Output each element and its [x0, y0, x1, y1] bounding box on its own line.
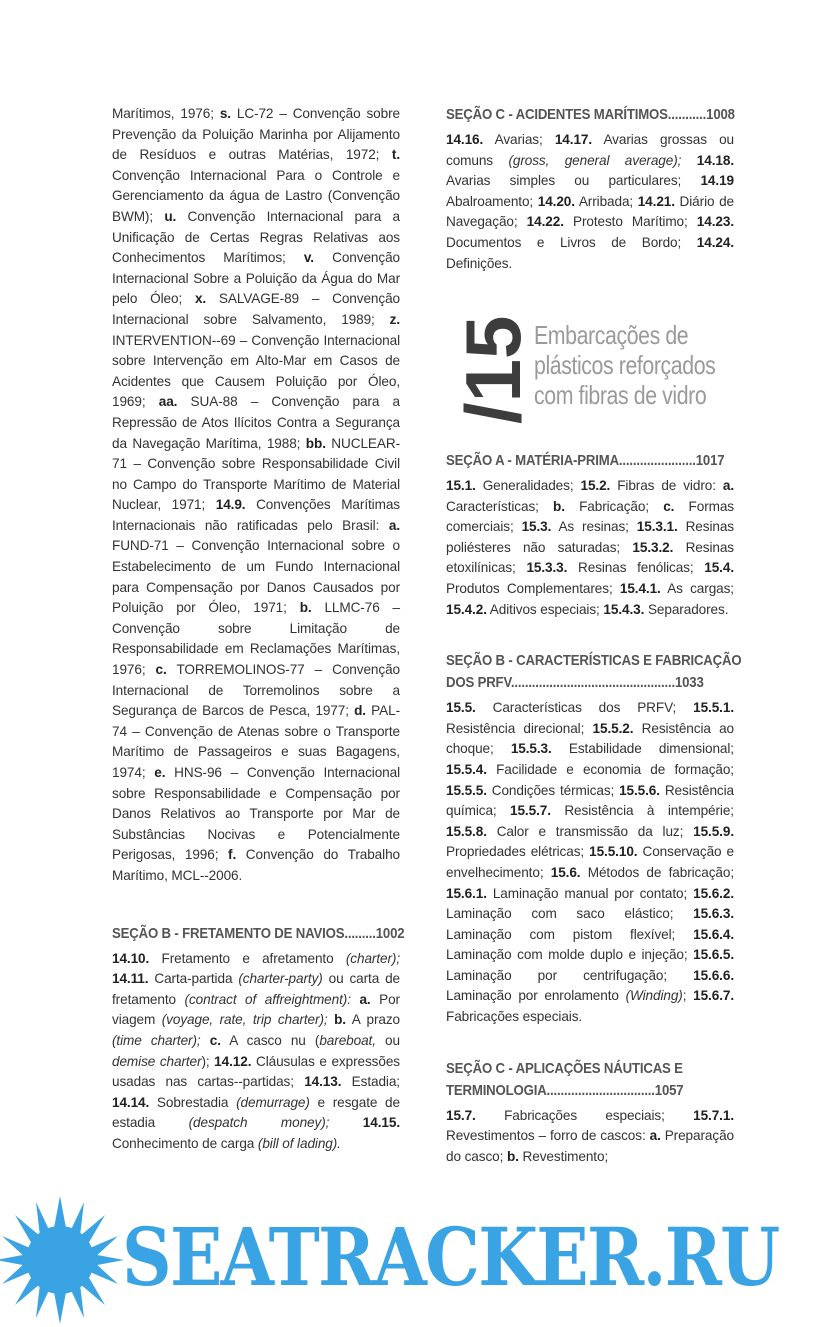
section-heading-caracteristicas — [446, 650, 742, 672]
leader-dots: ......... — [344, 924, 376, 942]
item-number: 15.4. — [704, 560, 734, 576]
item-number: a. — [359, 991, 371, 1007]
item-number: 14.16. — [446, 132, 484, 147]
chapter-number-graphic — [446, 312, 537, 424]
item-number: c. — [209, 1032, 221, 1048]
italic-term: (charter); — [345, 950, 400, 966]
section-title: SEÇÃO C - ACIDENTES MARÍTIMOS — [446, 106, 668, 123]
italic-term: (bill of lading). — [257, 1135, 341, 1151]
item-number: 14.15. — [362, 1115, 400, 1131]
italic-term: bareboat, — [319, 1032, 376, 1048]
item-number: z. — [389, 311, 400, 327]
item-number: 15.1. — [446, 478, 476, 493]
leader-dots: ............................................... — [510, 674, 675, 692]
item-number: 14.11. — [112, 971, 149, 987]
chapter-title-line: plásticos reforçados — [534, 350, 716, 380]
section-heading-materia-prima — [446, 450, 735, 472]
item-number: 15.5.4. — [446, 761, 487, 777]
item-number: 15.6.5. — [693, 947, 734, 963]
chapter-number-text: /15 — [449, 315, 537, 424]
left-paragraph-conventions: Marítimos, 1976; s. LC-72 – Convenção sobre Prevenção da Poluição Marinha por Alijamento de Resíduos e outras Matérias, 1972; t. Convenção Internacional Para o Controle e Gerenciamento da água de Lastro (Convenção BWM); u. Convenção Internacional para a Unificação de Certas Regras Relativas aos Conhecimentos Marítimos; v. Convenção Internacional Sobre a Poluição da Água do Mar pelo Óleo; x. SALVAGE-89 – Convenção Internacional sobre Salvamento, 1989; z. INTERVENTION--69 – Convenção Internacional sobre Intervenção em Alto-Mar em Casos de Acidentes que Causem Poluição por Óleo, 1969; aa. SUA-88 – Convenção para a Repressão de Atos Ilícitos Contra a Segurança da Navegação Marítima, 1988; bb. NUCLEAR-71 – Convenção sobre Responsabilidade Civil no Campo do Transporte Marítimo de Material Nuclear, 1971; 14.9. Convenções Marítimas Internacionais não ratificadas pelo Brasil: a. FUND-71 – Convenção Internacional sobre o Estabelecimento de um Fundo Internacional para Compensação por Danos Causados por Poluição por Óleo, 1971; b. LLMC-76 – Convenção sobre Limitação de Responsabilidade em Reclamações Marítimas, 1976; c. TORREMOLINOS-77 – Convenção Internacional de Torremolinos sobre a Segurança de Barcos de Pesca, 1977; d. PAL-74 – Convenção de Atenas sobre o Transporte Marítimo de Passageiros e suas Bagagens, 1974; e. HNS-96 – Convenção Internacional sobre Responsabilidade e Compensação por Danos Relativos ao Transporte por Mar de Substâncias Nocivas e Potencialmente Perigosas, 1996; f. Convenção do Trabalho Marítimo, MCL--2006. — [112, 106, 401, 883]
section-title: SEÇÃO A - MATÉRIA-PRIMA — [446, 452, 619, 469]
item-number: 15.4.2. — [446, 601, 487, 617]
item-number: 14.17. — [554, 132, 593, 147]
italic-term: (time charter); — [112, 1032, 201, 1048]
item-number: 15.6.4. — [693, 926, 734, 942]
section-title-line1: SEÇÃO C - APLICAÇÕES NÁUTICAS E — [446, 1059, 683, 1077]
item-number: 15.3.2. — [632, 539, 674, 555]
section-heading-aplicacoes — [446, 1058, 735, 1080]
item-number: aa. — [158, 394, 178, 410]
italic-term: (demurrage) — [236, 1094, 310, 1110]
section-heading-caracteristicas-cont — [446, 672, 735, 694]
item-number: 15.2. — [580, 478, 611, 493]
item-number: 15.5.7. — [510, 803, 551, 819]
item-number: 15.3.1. — [636, 519, 678, 535]
item-number: 14.10. — [112, 950, 150, 966]
item-number: u. — [164, 208, 177, 224]
section-heading-aplicacoes-cont — [446, 1080, 735, 1102]
italic-term: (charter-party) — [238, 971, 323, 987]
italic-term: (gross, general average); — [508, 152, 682, 168]
italic-term: (voyage, rate, trip charter); — [161, 1012, 328, 1028]
section-body-materia-prima: 15.1. Generalidades; 15.2. Fibras de vidro: a. Características; b. Fabricação; c. Formas comerciais; 15.3. As resinas; 15.3.1. Resinas poliésteres não saturadas; 15.3.2. Resinas etoxilínicas; 15.3.3. Resinas fenólicas; 15.4. Produtos Complementares; 15.4.1. As cargas; 15.4.2. Aditivos especiais; 15.4.3. Separadores. — [446, 478, 734, 617]
italic-term: demise charter — [112, 1053, 202, 1069]
item-number: 15.6.6. — [693, 967, 734, 983]
item-number: 15.3.3. — [526, 560, 568, 576]
chapter-title-line: com fibras de vidro — [534, 380, 707, 410]
item-number: 15.5.5. — [446, 782, 487, 798]
item-number: b. — [299, 600, 312, 616]
item-number: a. — [649, 1128, 661, 1144]
section-body-aplicacoes: 15.7. Fabricações especiais; 15.7.1. Revestimentos – forro de cascos: a. Preparação do casco; b. Revestimento; — [446, 1107, 734, 1164]
chapter-title-line: Embarcações de — [534, 320, 689, 350]
item-number: 15.5.6. — [619, 782, 660, 798]
page-number: 1002 — [375, 924, 405, 942]
leader-dots: ........... — [667, 106, 707, 123]
item-number: 15.6.3. — [693, 906, 734, 922]
item-number: c. — [663, 498, 675, 514]
italic-term: (Winding) — [625, 988, 683, 1004]
section-body-fretamento: 14.10. Fretamento e afretamento (charter); 14.11. Carta-partida (charter-party) ou carta de fretamento (contract of affreightment): a. Por viagem (voyage, rate, trip charter); b. A prazo (time charter); c. A casco nu (bareboat, ou demise charter); 14.12. Cláusulas e expressões usadas nas cartas--partidas; 14.13. Estadia; 14.14. Sobrestadia (demurrage) e resgate de estadia (despatch money); 14.15. Conhecimento de carga (bill of lading). — [112, 950, 401, 1151]
item-number: 15.6.2. — [693, 885, 734, 901]
item-number: 15.5.8. — [446, 823, 487, 839]
right-column-top — [446, 104, 734, 274]
leader-dots: ...................... — [618, 452, 696, 469]
item-number: 14.12. — [214, 1053, 252, 1069]
italic-term: (despatch money); — [188, 1115, 330, 1131]
section-body-caracteristicas: 15.5. Características dos PRFV; 15.5.1. Resistência direcional; 15.5.2. Resistência ao choque; 15.5.3. Estabilidade dimensional; 15.5.4. Facilidade e economia de formação; 15.5.5. Condições térmicas; 15.5.6. Resistência química; 15.5.7. Resistência à intempérie; 15.5.8. Calor e transmissão da luz; 15.5.9. Propriedades elétricas; 15.5.10. Conservação e envelhecimento; 15.6. Métodos de fabricação; 15.6.1. Laminação manual por contato; 15.6.2. Laminação com saco elástico; 15.6.3. Laminação com pistom flexível; 15.6.4. Laminação com molde duplo e injeção; 15.6.5. Laminação por centrifugação; 15.6.6. Laminação por enrolamento (Winding); 15.6.7. Fabricações especiais. — [446, 700, 735, 1025]
item-number: 15.5.2. — [592, 720, 634, 736]
chapter-title — [534, 320, 731, 410]
section-heading-fretamento — [112, 923, 405, 945]
italic-term: (contract of affreightment): — [184, 991, 351, 1007]
item-number: 15.7.1. — [693, 1107, 734, 1123]
item-number: 15.4.3. — [603, 601, 645, 617]
watermark-text: SEATRACKER.RU — [122, 1210, 779, 1304]
item-number: b. — [334, 1012, 346, 1028]
item-number: 14.19 — [700, 173, 734, 189]
item-number: 14.14. — [112, 1094, 150, 1110]
item-number: 15.5.10. — [589, 844, 638, 860]
page-number: 1057 — [654, 1081, 684, 1099]
item-number: v. — [303, 250, 314, 266]
item-number: e. — [154, 765, 166, 780]
item-number: s. — [219, 106, 231, 121]
item-number: 15.5. — [446, 700, 476, 716]
chapter-number — [446, 312, 537, 424]
item-number: x. — [194, 291, 207, 307]
item-number: b. — [506, 1148, 519, 1164]
section-title: SEÇÃO B - FRETAMENTO DE NAVIOS — [112, 924, 345, 942]
item-number: a. — [722, 478, 734, 493]
left-column — [112, 104, 405, 1155]
right-column-bottom — [446, 450, 742, 1167]
item-number: 15.6. — [550, 864, 581, 880]
item-number: 15.6.7. — [693, 988, 735, 1004]
item-number: 14.22. — [526, 214, 564, 230]
leader-dots: ............................... — [546, 1081, 655, 1099]
item-number: 14.21. — [637, 193, 675, 209]
item-number: 14.13. — [304, 1074, 342, 1090]
section-body-acidentes: 14.16. Avarias; 14.17. Avarias grossas ou comuns (gross, general average); 14.18. Avarias simples ou particulares; 14.19 Abalroamento; 14.20. Arribada; 14.21. Diário de Navegação; 14.22. Protesto Marítimo; 14.23. Documentos e Livros de Bordo; 14.24. Definições. — [446, 132, 734, 271]
item-number: d. — [354, 703, 366, 719]
item-number: t. — [391, 147, 400, 163]
item-number: 14.20. — [537, 193, 575, 209]
item-number: 15.5.9. — [693, 823, 734, 839]
item-number: 15.5.1. — [693, 700, 734, 716]
item-number: 14.24. — [696, 234, 734, 250]
item-number: 15.4.1. — [619, 580, 661, 596]
item-number: 15.5.3. — [510, 741, 552, 757]
item-number: b. — [553, 498, 565, 514]
section-title-line2: TERMINOLOGIA — [446, 1081, 547, 1099]
chapter-opener — [446, 312, 756, 424]
item-number: bb. — [305, 435, 326, 451]
page-number: 1033 — [674, 674, 704, 692]
item-number: 14.18. — [696, 152, 734, 168]
item-number: f. — [228, 847, 237, 863]
section-title-line1: SEÇÃO B - CARACTERÍSTICAS E FABRICAÇÃO — [446, 652, 742, 670]
page-number: 1017 — [695, 452, 725, 469]
item-number: 15.7. — [446, 1107, 476, 1123]
item-number: 15.6.1. — [446, 885, 487, 901]
item-number: 14.9. — [215, 497, 246, 513]
page-number: 1008 — [706, 106, 735, 123]
item-number: c. — [155, 662, 167, 678]
item-number: 15.3. — [521, 519, 552, 535]
item-number: a. — [388, 517, 400, 533]
section-heading-acidentes — [446, 104, 735, 126]
item-number: 14.23. — [696, 214, 734, 230]
section-title-line2: DOS PRFV — [446, 674, 511, 692]
